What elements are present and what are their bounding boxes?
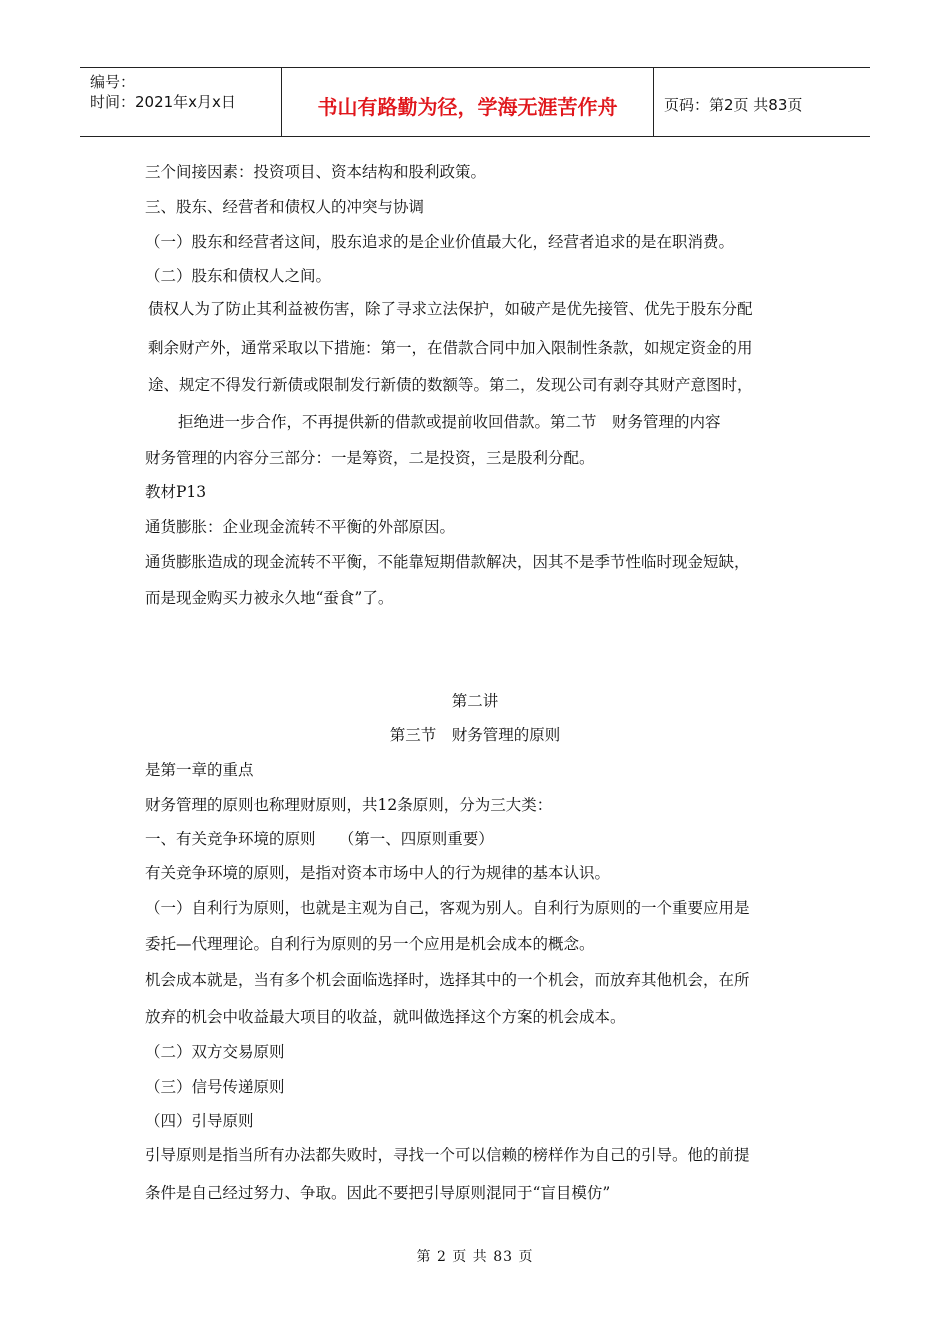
list-item: （二）双方交易原则 (145, 1043, 285, 1061)
list-item: （三）信号传递原则 (145, 1078, 285, 1096)
section-title: 第三节 财务管理的原则 (389, 726, 561, 744)
paragraph-line: 放弃的机会中收益最大项目的收益，就叫做选择这个方案的机会成本。 (145, 1008, 626, 1026)
paragraph-line: 财务管理的原则也称理财原则，共12条原则，分为三大类： (145, 796, 553, 814)
paragraph-line: 而是现金购买力被永久地“蚕食”了。 (145, 589, 394, 607)
header-info-cell (80, 68, 282, 136)
page-header (80, 67, 870, 137)
paragraph-line: 通货膨胀造成的现金流转不平衡，不能靠短期借款解决，因其不是季节性临时现金短缺， (145, 553, 750, 571)
list-item: （四）引导原则 (145, 1112, 254, 1130)
paragraph-line: 途、规定不得发行新债或限制发行新债的数额等。第二，发现公司有剥夺其财产意图时， (148, 376, 753, 394)
lecture-title: 第二讲 (451, 692, 499, 710)
paragraph-line: （二）股东和债权人之间。 (145, 267, 332, 285)
paragraph-line: 条件是自己经过努力、争取。因此不要把引导原则混同于“盲目模仿” (145, 1184, 611, 1202)
paragraph-line: 引导原则是指当所有办法都失败时，寻找一个可以信赖的榜样作为自己的引导。他的前提 (145, 1146, 750, 1164)
section-heading: 一、有关竞争环境的原则 （第一、四原则重要） (145, 830, 494, 848)
header-page-info: 页码：第2页 共83页 (664, 95, 803, 114)
paragraph-line: 是第一章的重点 (145, 761, 254, 779)
paragraph-line: 有关竞争环境的原则，是指对资本市场中人的行为规律的基本认识。 (145, 864, 611, 882)
time-label: 时间：2021年x月x日 (90, 93, 236, 111)
paragraph-line: 机会成本就是，当有多个机会面临选择时，选择其中的一个机会，而放弃其他机会，在所 (145, 971, 750, 989)
paragraph-line: 三个间接因素：投资项目、资本结构和股利政策。 (145, 163, 487, 181)
header-motto: 书山有路勤为径，学海无涯苦作舟 (282, 68, 654, 136)
section-heading: 三、股东、经营者和债权人的冲突与协调 (145, 198, 425, 216)
paragraph-line: 委托—代理理论。自利行为原则的另一个应用是机会成本的概念。 (145, 935, 595, 953)
number-label: 编号： (90, 73, 136, 91)
paragraph-line: 剩余财产外，通常采取以下措施：第一，在借款合同中加入限制性条款，如规定资金的用 (148, 339, 753, 357)
paragraph-line: 通货膨胀：企业现金流转不平衡的外部原因。 (145, 518, 456, 536)
paragraph-line: 教材P13 (145, 483, 207, 501)
paragraph-line: （一）股东和经营者这间，股东追求的是企业价值最大化，经营者追求的是在职消费。 (145, 233, 735, 251)
paragraph-line: （一）自利行为原则，也就是主观为自己，客观为别人。自利行为原则的一个重要应用是 (145, 899, 750, 917)
page-footer: 第 2 页 共 83 页 (416, 1249, 534, 1265)
paragraph-line: 财务管理的内容分三部分：一是筹资，二是投资，三是股利分配。 (145, 449, 595, 467)
paragraph-line: 债权人为了防止其利益被伤害，除了寻求立法保护，如破产是优先接管、优先于股东分配 (148, 300, 753, 318)
paragraph-line: 拒绝进一步合作，不再提供新的借款或提前收回借款。第二节 财务管理的内容 (178, 413, 721, 431)
